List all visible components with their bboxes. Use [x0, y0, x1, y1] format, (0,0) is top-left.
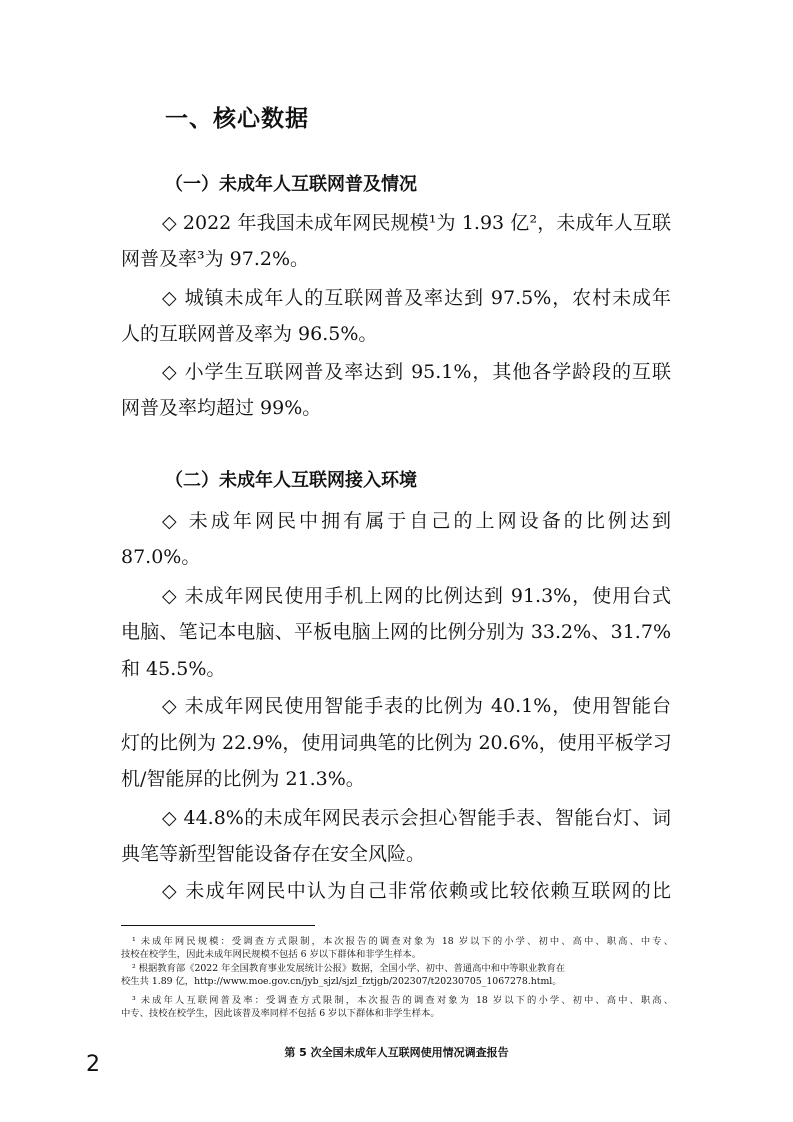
footnote-line: ² 根据教育部《2022 年全国教育事业发展统计公报》数据，全国小学、初中、普通高中和中等职业教育在 — [132, 963, 566, 974]
paragraph-line: ◇ 城镇未成年人的互联网普及率达到 97.5%，农村未成年 — [162, 287, 671, 309]
paragraph-line: ◇ 未成年网民使用手机上网的比例达到 91.3%，使用台式 — [162, 585, 671, 607]
paragraph-line: 机/智能屏的比例为 21.3%。 — [121, 768, 365, 790]
paragraph-line: 电脑、笔记本电脑、平板电脑上网的比例分别为 33.2%、31.7% — [121, 621, 671, 643]
footnote-separator — [121, 925, 315, 926]
footnote-line: 校生共 1.89 亿，http://www.moe.gov.cn/jyb_sjzl/sjzl_fztjgb/202307/t20230705_1067278.html。 — [121, 976, 562, 987]
paragraph-line: ◇ 未成年网民使用智能手表的比例为 40.1%，使用智能台 — [162, 695, 671, 717]
footnote-line: 技校在校学生，因此未成年网民规模不包括 6 岁以下群体和非学生样本。 — [121, 949, 422, 960]
page-footer: 第 5 次全国未成年人互联网使用情况调查报告 — [284, 1046, 509, 1059]
paragraph-line: ◇ 2022 年我国未成年网民规模¹为 1.93 亿²，未成年人互联 — [162, 212, 671, 234]
page-heading: 一、核心数据 — [165, 106, 309, 132]
section-title-2: （二）未成年人互联网接入环境 — [165, 470, 417, 491]
footnote-line: ³ 未成年人互联网普及率：受调查方式限制，本次报告的调查对象为 18 岁以下的小学、初中、高中、职高、 — [132, 995, 673, 1006]
paragraph-line: ◇ 未成年网民中认为自己非常依赖或比较依赖互联网的比 — [162, 880, 671, 902]
paragraph-line: 网普及率³为 97.2%。 — [121, 248, 310, 270]
paragraph-line: 人的互联网普及率为 96.5%。 — [121, 323, 378, 345]
paragraph-line: ◇ 小学生互联网普及率达到 95.1%，其他各学龄段的互联 — [162, 361, 671, 383]
section-title-1: （一）未成年人互联网普及情况 — [165, 174, 417, 195]
paragraph-line: ◇ 未成年网民中拥有属于自己的上网设备的比例达到 — [162, 510, 671, 532]
paragraph-line: 和 45.5%。 — [121, 658, 226, 680]
paragraph-line: 灯的比例为 22.9%，使用词典笔的比例为 20.6%，使用平板学习 — [121, 732, 672, 754]
paragraph-line: 网普及率均超过 99%。 — [121, 397, 322, 419]
paragraph-line: 87.0%。 — [121, 546, 201, 568]
page-number: 2 — [86, 1052, 100, 1077]
footnote-line: 中专、技校在校学生，因此该普及率同样不包括 6 岁以下群体和非学生样本。 — [121, 1008, 440, 1019]
footnote-line: ¹ 未成年网民规模：受调查方式限制，本次报告的调查对象为 18 岁以下的小学、初中、高中、职高、中专、 — [132, 936, 673, 947]
paragraph-line: ◇ 44.8%的未成年网民表示会担心智能手表、智能台灯、词 — [162, 807, 671, 829]
paragraph-line: 典笔等新型智能设备存在安全风险。 — [121, 843, 426, 865]
